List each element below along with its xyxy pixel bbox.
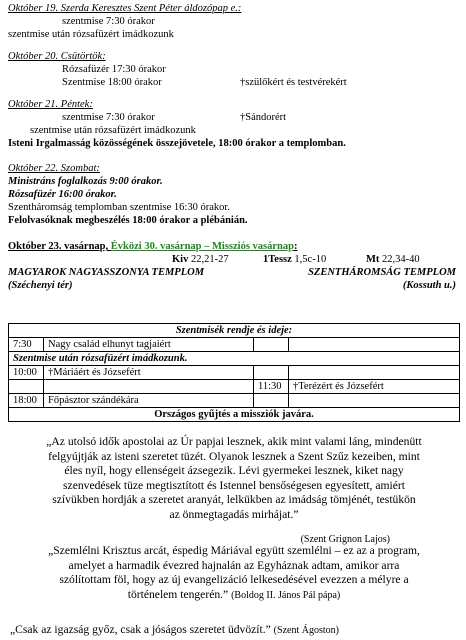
oct20-intention: †szülőkért és testvérekért xyxy=(240,77,347,88)
oct23-colon: : xyxy=(293,241,298,252)
reading-mt: Mt 22,34-40 xyxy=(366,254,420,265)
mass-schedule-table xyxy=(8,323,460,422)
church-right-name: SZENTHÁROMSÁG TEMPLOM xyxy=(308,267,456,278)
table-row xyxy=(9,366,460,380)
schedule-title: Szentmisék rendje és ideje: xyxy=(9,324,460,338)
oct22-readers-meeting: Felolvasóknak megbeszélés 18:00 órakor a plébánián. xyxy=(8,215,248,226)
oct20-mass: Szentmise 18:00 órakor xyxy=(62,77,162,88)
oct22-heading: Október 22. Szombat: xyxy=(8,163,100,174)
schedule-title-row xyxy=(9,324,460,338)
oct22-rosary: Rózsafüzér 16:00 órakor. xyxy=(8,189,117,200)
schedule-intention: Főpásztor szándékára xyxy=(44,394,254,408)
quote-john-paul-author: (Boldog II. János Pál pápa) xyxy=(231,589,341,601)
reading-tessz: 1Tessz 1,5c-10 xyxy=(263,254,327,265)
oct19-mass: szentmise 7:30 órakor xyxy=(62,16,155,27)
reading-kiv: Kiv 22,21-27 xyxy=(172,254,229,265)
oct22-trinity-mass: Szentháromság templomban szentmise 16:30 órakor. xyxy=(8,202,230,213)
oct22-ministrant: Ministráns foglalkozás 9:00 órakor. xyxy=(8,176,163,187)
quote-grignon-author: (Szent Grignon Lajos) xyxy=(300,534,390,545)
rosary-row xyxy=(9,352,460,366)
oct21-mercy-meeting: Isteni Irgalmasság közösségének összejövetele, 18:00 órakor a templomban. xyxy=(8,138,346,149)
oct21-rosary: szentmise után rózsafüzért imádkozunk xyxy=(30,125,196,136)
oct19-rosary: szentmise után rózsafüzért imádkozunk xyxy=(8,29,174,40)
schedule-time: 7:30 xyxy=(9,338,44,352)
quote-augustine: „Csak az igazság győz, csak a jóságos szeretet üdvözít.” (Szent Ágoston) xyxy=(10,623,339,636)
table-row xyxy=(9,338,460,352)
schedule-intention: †Terézért és Józsefért xyxy=(289,380,460,394)
oct21-heading: Október 21. Péntek: xyxy=(8,99,93,110)
table-row xyxy=(9,380,460,394)
oct23-liturgical-day: Évközi 30. vasárnap – Missziós vasárnap xyxy=(110,241,294,252)
schedule-time: 11:30 xyxy=(254,380,289,394)
quote-grignon: „Az utolsó idők apostolai az Úr papjai lesznek, akik mint valami láng, mindenütt felgyújtják az isteni szeretet tüzét. Olyanok lesznek a Szent Szűz kezeiben, mint éles nyíl, hogy ellenségeit ázsegezik. Lévi gyermekei lesznek, kiket nagy szenvedések tüze megtisztított és Istennel bensőségesen egyesített, amiért szívükben hordják a szeretet aranyát, lelkükben az imádság tömjénét, testükön az önmegtagadás mirhájat.” xyxy=(46,435,422,521)
schedule-time: 18:00 xyxy=(9,394,44,408)
oct21-mass: szentmise 7:30 órakor xyxy=(62,112,155,123)
church-left-location: (Széchenyi tér) xyxy=(8,280,73,291)
schedule-collection: Országos gyűjtés a missziók javára. xyxy=(9,408,460,422)
oct20-heading: Október 20. Csütörtök: xyxy=(8,51,106,62)
schedule-intention: †Máriáért és Józsefért xyxy=(44,366,254,380)
schedule-rosary-note: Szentmise után rózsafüzért imádkozunk. xyxy=(9,352,460,366)
table-row xyxy=(9,394,460,408)
quote-john-paul: „Szemlélni Krisztus arcát, éspedig Máriával együtt szemlélni – ez az a program, amelyet a harmadik évezred hajnalán az Egyháznak adtam, amikor arra szólítottam föl, hogy az új evangelizáció lelkesedésével evezzen a mélyre a történelem tengerén.” (Boldog II. János Pál pápa) xyxy=(48,544,420,601)
schedule-time: 10:00 xyxy=(9,366,44,380)
schedule-intention: Nagy család elhunyt tagjaiért xyxy=(44,338,254,352)
oct21-intention: †Sándorért xyxy=(240,112,287,123)
church-left-name: MAGYAROK NAGYASSZONYA TEMPLOM xyxy=(8,267,205,278)
quote-augustine-author: (Szent Ágoston) xyxy=(273,625,339,636)
collection-row xyxy=(9,408,460,422)
oct19-heading: Október 19. Szerda Keresztes Szent Péter áldozópap e.: xyxy=(8,3,242,14)
oct23-heading xyxy=(8,241,297,253)
oct20-rosary: Rózsafüzér 17:30 órakor xyxy=(62,64,166,75)
church-right-location: (Kossuth u.) xyxy=(402,280,456,291)
oct23-date: Október 23. vasárnap, xyxy=(8,241,111,252)
